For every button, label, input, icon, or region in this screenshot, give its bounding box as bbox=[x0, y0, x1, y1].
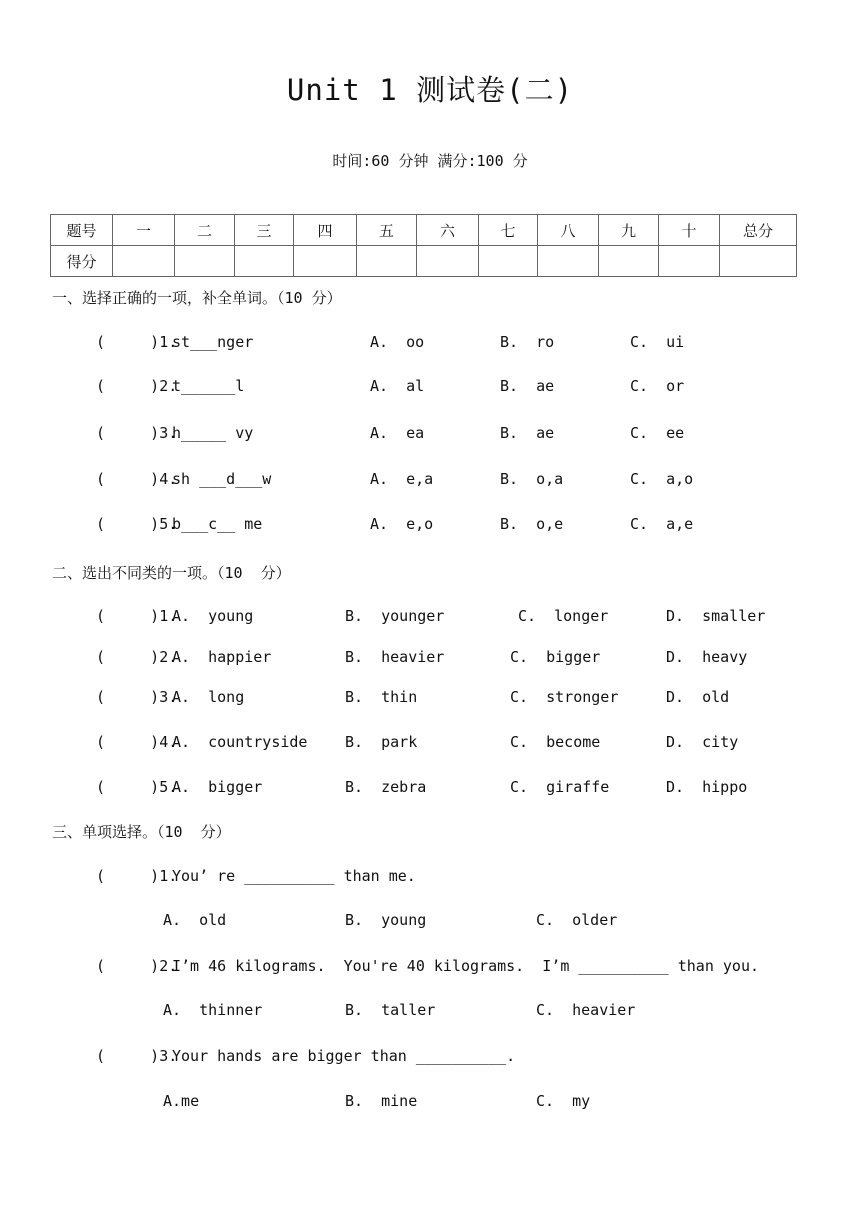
option-a: A. happier bbox=[172, 648, 272, 666]
score-cell[interactable] bbox=[538, 246, 599, 277]
question-stem: I’m 46 kilograms. You're 40 kilograms. I’m __________ than you. bbox=[172, 957, 759, 975]
score-cell[interactable] bbox=[357, 246, 417, 277]
score-cell[interactable] bbox=[479, 246, 538, 277]
question-number: ( )3. bbox=[96, 1047, 178, 1065]
question-number: ( )2. bbox=[96, 648, 178, 666]
table-header-cell: 一 bbox=[113, 215, 175, 246]
score-cell[interactable] bbox=[294, 246, 357, 277]
exam-info: 时间:60 分钟 满分:100 分 bbox=[332, 152, 528, 170]
page-title: Unit 1 测试卷(二) bbox=[286, 73, 574, 107]
table-header-cell: 六 bbox=[417, 215, 479, 246]
option-b: B. ae bbox=[500, 377, 555, 395]
option-a: A. young bbox=[172, 607, 254, 625]
option-c: C. longer bbox=[518, 607, 609, 625]
option-d: D. hippo bbox=[666, 778, 748, 796]
option-d: D. old bbox=[666, 688, 730, 706]
option-a: A.me bbox=[163, 1092, 200, 1110]
section-1-heading: 一、选择正确的一项，补全单词。（10 分） bbox=[52, 289, 342, 307]
question-number: ( )3. bbox=[96, 688, 178, 706]
option-a: A. ea bbox=[370, 424, 425, 442]
score-cell[interactable] bbox=[417, 246, 479, 277]
option-a: A. countryside bbox=[172, 733, 308, 751]
option-b: B. zebra bbox=[345, 778, 427, 796]
option-b: B. ro bbox=[500, 333, 555, 351]
section-2-heading: 二、选出不同类的一项。（10 分） bbox=[52, 564, 291, 582]
option-a: A. e,o bbox=[370, 515, 434, 533]
option-b: B. younger bbox=[345, 607, 445, 625]
question-number: ( )1. bbox=[96, 867, 178, 885]
option-d: D. smaller bbox=[666, 607, 766, 625]
question-stem: You’ re __________ than me. bbox=[172, 867, 416, 885]
option-c: C. a,o bbox=[630, 470, 694, 488]
table-header-cell: 三 bbox=[235, 215, 294, 246]
question-number: ( )3. bbox=[96, 424, 178, 442]
option-d: D. city bbox=[666, 733, 739, 751]
option-c: C. ui bbox=[630, 333, 685, 351]
question-number: ( )1. bbox=[96, 607, 178, 625]
option-a: A. long bbox=[172, 688, 245, 706]
table-header-cell: 五 bbox=[357, 215, 417, 246]
option-a: A. oo bbox=[370, 333, 425, 351]
table-header-cell: 七 bbox=[479, 215, 538, 246]
question-number: ( )1. bbox=[96, 333, 178, 351]
score-table-score-row bbox=[51, 246, 797, 277]
question-number: ( )4. bbox=[96, 470, 178, 488]
question-number: ( )4. bbox=[96, 733, 178, 751]
option-c: C. my bbox=[536, 1092, 591, 1110]
option-c: C. heavier bbox=[536, 1001, 636, 1019]
option-b: B. mine bbox=[345, 1092, 418, 1110]
question-stem: h_____ vy bbox=[172, 424, 254, 442]
score-cell[interactable] bbox=[720, 246, 797, 277]
score-table bbox=[50, 214, 797, 277]
score-cell[interactable] bbox=[235, 246, 294, 277]
option-b: B. park bbox=[345, 733, 418, 751]
option-b: B. taller bbox=[345, 1001, 436, 1019]
option-d: D. heavy bbox=[666, 648, 748, 666]
option-a: A. thinner bbox=[163, 1001, 263, 1019]
question-stem: b___c__ me bbox=[172, 515, 263, 533]
option-c: C. a,e bbox=[630, 515, 694, 533]
option-b: B. young bbox=[345, 911, 427, 929]
table-header-cell: 十 bbox=[659, 215, 720, 246]
score-cell[interactable] bbox=[175, 246, 235, 277]
option-b: B. thin bbox=[345, 688, 418, 706]
score-cell[interactable] bbox=[659, 246, 720, 277]
option-c: C. older bbox=[536, 911, 618, 929]
question-stem: sh ___d___w bbox=[172, 470, 272, 488]
option-c: C. become bbox=[510, 733, 601, 751]
option-a: A. al bbox=[370, 377, 425, 395]
option-c: C. ee bbox=[630, 424, 685, 442]
section-3-heading: 三、单项选择。（10 分） bbox=[52, 823, 231, 841]
option-b: B. ae bbox=[500, 424, 555, 442]
score-cell[interactable] bbox=[113, 246, 175, 277]
option-b: B. heavier bbox=[345, 648, 445, 666]
option-a: A. e,a bbox=[370, 470, 434, 488]
table-header-cell: 二 bbox=[175, 215, 235, 246]
option-c: C. or bbox=[630, 377, 685, 395]
option-b: B. o,e bbox=[500, 515, 564, 533]
table-header-cell: 四 bbox=[294, 215, 357, 246]
question-number: ( )5. bbox=[96, 778, 178, 796]
option-a: A. old bbox=[163, 911, 227, 929]
table-header-cell: 题号 bbox=[51, 215, 113, 246]
option-c: C. stronger bbox=[510, 688, 619, 706]
question-stem: st___nger bbox=[172, 333, 254, 351]
question-number: ( )2. bbox=[96, 957, 178, 975]
table-row-label: 得分 bbox=[51, 246, 113, 277]
question-number: ( )2. bbox=[96, 377, 178, 395]
option-b: B. o,a bbox=[500, 470, 564, 488]
score-cell[interactable] bbox=[599, 246, 659, 277]
score-table-header-row bbox=[51, 215, 797, 246]
table-header-cell: 总分 bbox=[720, 215, 797, 246]
table-header-cell: 九 bbox=[599, 215, 659, 246]
table-header-cell: 八 bbox=[538, 215, 599, 246]
option-c: C. bigger bbox=[510, 648, 601, 666]
question-number: ( )5. bbox=[96, 515, 178, 533]
option-a: A. bigger bbox=[172, 778, 263, 796]
question-stem: Your hands are bigger than __________. bbox=[172, 1047, 516, 1065]
question-stem: t______l bbox=[172, 377, 245, 395]
option-c: C. giraffe bbox=[510, 778, 610, 796]
